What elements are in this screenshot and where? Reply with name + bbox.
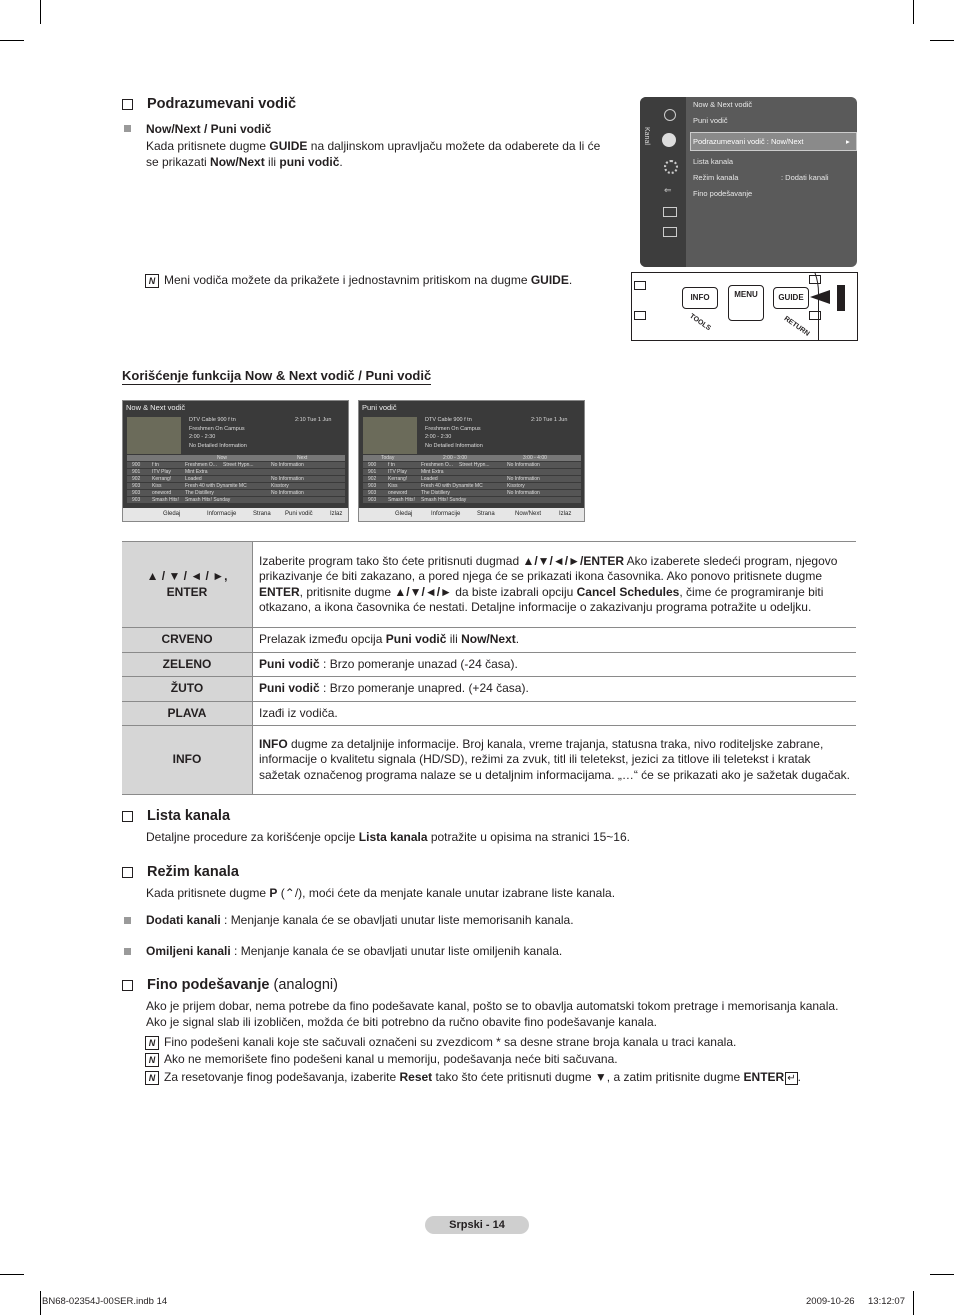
- return-button-label: RETURN: [782, 315, 811, 338]
- table-row[interactable]: 903 oneword The Distillery No Information: [127, 490, 345, 496]
- table-row[interactable]: 900 f tn Freshmen O... Street Hypn... No Information: [127, 462, 345, 468]
- menu-item-rezim-kanala[interactable]: Režim kanala: [693, 173, 739, 182]
- sub-heading: Now/Next / Puni vodič: [146, 122, 272, 136]
- setup-gear-icon: [664, 160, 678, 174]
- time-info: 2:00 - 2:30: [425, 434, 452, 440]
- key-cell: PLAVA: [122, 701, 253, 726]
- footer-time: 13:12:07: [868, 1296, 905, 1307]
- program-thumbnail: [363, 417, 417, 454]
- bar-exit[interactable]: Izlaz: [559, 511, 572, 517]
- crop-mark: [0, 40, 24, 41]
- table-row[interactable]: 903 Kiss Fresh 40 with Dynamite MC Kisstory: [127, 483, 345, 489]
- section4-paragraph: Kada pritisnete dugme P (⌃/), moći ćete da menjate kanale unutar izabrane liste kanala.: [146, 886, 616, 900]
- crop-mark: [40, 0, 41, 24]
- table-row[interactable]: 903 Kiss Fresh 40 with Dynamite MC Kisstory: [363, 483, 581, 489]
- table-row[interactable]: 901 ITV Play Mint Extra: [363, 469, 581, 475]
- table-row: [122, 652, 856, 677]
- bullet-square-icon: [124, 125, 131, 132]
- datetime-info: 2:10 Tue 1 Jun: [531, 417, 568, 423]
- section-heading-rezim: Režim kanala: [122, 864, 239, 880]
- bar-watch[interactable]: Gledaj: [163, 511, 181, 517]
- table-row[interactable]: 902 Kerrang! Loaded No Information: [127, 476, 345, 482]
- time-info: 2:00 - 2:30: [189, 434, 216, 440]
- bar-info[interactable]: Informacije: [207, 511, 237, 517]
- note-guide: Meni vodiča možete da prikažete i jednostavnim pritiskom na dugme GUIDE.: [164, 273, 573, 287]
- table-row: [122, 677, 856, 702]
- full-guide-screen: [358, 400, 585, 522]
- arrow-left-icon: [810, 290, 830, 304]
- screen-title: Now & Next vodič: [126, 403, 186, 412]
- bar-page[interactable]: Strana: [253, 511, 271, 517]
- guide-button-bar: [359, 508, 584, 521]
- chevron-right-icon: ▸: [846, 137, 850, 146]
- bullet-dodati: Dodati kanali : Menjanje kanala će se obavljati unutar liste memorisanih kanala.: [146, 913, 574, 927]
- table-row[interactable]: 903 Smash Hits! Smash Hits! Sunday: [363, 497, 581, 503]
- detail-info: No Detailed Information: [425, 443, 483, 449]
- note-icon: N: [145, 274, 159, 288]
- value-cell: Izaberite program tako što ćete pritisnuti dugmad ▲/▼/◄/►/ENTER Ako izaberete sledeći program, njegovo prikazivanje će biti zakazano, a pored njega će se prikazati ikona časovnika. Ako ponovo pritisnete dugme ENTER, pritisnite dugme ▲/▼/◄/► da biste izabrali opciju Cancel Schedules, čime će programiranje biti otkazano, a ikona časovnika će nestati. Detaljne informacije o zakazivanju programa potražite u odeljku.: [253, 542, 857, 628]
- crop-mark: [40, 1291, 41, 1315]
- ttx-icon: [634, 311, 646, 320]
- value-cell: INFO dugme za detaljnije informacije. Broj kanala, vreme trajanja, statusna traka, nivo roditeljske zabrane, informacije o kvalitetu signala (HD/SD), režimi za zvuk, titl ili teletekst, jezici za titlove ili teletekst i kratak sažetak označenog programa nalaze se u detaljnim informacijama. „…“ će se prikazati ako je sažetak dugačak.: [253, 726, 857, 795]
- channel-info: DTV Cable 900 f tn: [189, 417, 236, 423]
- footer-date: 2009-10-26: [806, 1296, 855, 1307]
- tools-button-label: TOOLS: [688, 312, 712, 333]
- note-icon: N: [145, 1071, 159, 1085]
- note-fine-1: Fino podešeni kanali koje ste sačuvali označeni su zvezdicom * sa desne strane broja kanala u traci kanala.: [164, 1035, 737, 1049]
- crop-mark: [930, 40, 954, 41]
- menu-item-rezim-value: : Dodati kanali: [781, 173, 829, 182]
- remote-control-image: [631, 272, 858, 341]
- bar-page[interactable]: Strana: [477, 511, 495, 517]
- ttx-icon: [634, 281, 646, 290]
- arrow-tail-icon: [837, 285, 845, 311]
- menu-item-podrazumevani[interactable]: Podrazumevani vodič : Now/Next: [693, 137, 804, 146]
- note-fine-2: Ako ne memorišete fino podešeni kanal u memoriju, podešavanja neće biti sačuvana.: [164, 1052, 618, 1066]
- now-next-guide-screen: [122, 400, 349, 522]
- section-heading-lista: Lista kanala: [122, 808, 230, 824]
- ttx-icon: [809, 311, 821, 320]
- table-row: [122, 542, 856, 628]
- channel-icon: [662, 133, 676, 147]
- bullet-square-icon: [124, 917, 131, 924]
- channel-info: DTV Cable 900 f tn: [425, 417, 472, 423]
- note-fine-3: Za resetovanje finog podešavanja, izaberite Reset tako što ćete pritisnuti dugme ▼, a zatim pritisnite dugme ENTER ↵ .: [164, 1070, 801, 1084]
- table-row[interactable]: 902 Kerrang! Loaded No Information: [363, 476, 581, 482]
- section3-paragraph: Detaljne procedure za korišćenje opcije Lista kanala potražite u opisima na stranici 15~16.: [146, 830, 630, 844]
- section-heading-podrazumevani: Podrazumevani vodič: [122, 96, 296, 112]
- section1-paragraph: Kada pritisnete dugme GUIDE na daljinskom upravljaču možete da odaberete da li će se prikazati Now/Next ili puni vodič.: [146, 139, 601, 169]
- table-row[interactable]: 901 ITV Play Mint Extra: [127, 469, 345, 475]
- value-cell: Puni vodič : Brzo pomeranje unazad (-24 časa).: [253, 652, 857, 677]
- bar-now-next[interactable]: Now/Next: [515, 511, 542, 517]
- crop-mark: [930, 1274, 954, 1275]
- checkbox-icon: [122, 99, 133, 110]
- datetime-info: 2:10 Tue 1 Jun: [295, 417, 332, 423]
- value-cell: Puni vodič : Brzo pomeranje unapred. (+24 časa).: [253, 677, 857, 702]
- note-icon: N: [145, 1036, 159, 1050]
- screen-title: Puni vodič: [362, 403, 397, 412]
- enter-icon: ↵: [787, 1073, 796, 1084]
- menu-side-label: Kanal: [643, 127, 650, 145]
- menu-item-now-next[interactable]: Now & Next vodič: [693, 100, 753, 109]
- key-cell: INFO: [122, 726, 253, 795]
- footer-file: BN68-02354J-00SER.indb 14: [42, 1296, 168, 1307]
- chevron-up-icon: ⌃: [284, 886, 295, 900]
- note-icon: N: [145, 1053, 159, 1067]
- menu-item-lista-kanala[interactable]: Lista kanala: [693, 157, 734, 166]
- checkbox-icon: [122, 811, 133, 822]
- table-row: [122, 628, 856, 653]
- guide-button-bar: [123, 508, 348, 521]
- menu-item-fino[interactable]: Fino podešavanje: [693, 189, 753, 198]
- checkbox-icon: [122, 867, 133, 878]
- key-cell: ŽUTO: [122, 677, 253, 702]
- guide-header-row: Now Next: [127, 455, 345, 461]
- value-cell: Izađi iz vodiča.: [253, 701, 857, 726]
- input-icon: ⇐: [664, 185, 672, 195]
- table-row[interactable]: 903 oneword The Distillery No Information: [363, 490, 581, 496]
- bar-full-guide[interactable]: Puni vodič: [285, 511, 313, 517]
- tv-menu-screenshot: [640, 97, 857, 267]
- table-row: [122, 701, 856, 726]
- crop-mark: [0, 1274, 24, 1275]
- guide-keys-table: [122, 541, 856, 795]
- bar-info[interactable]: Informacije: [431, 511, 461, 517]
- menu-button[interactable]: MENU: [728, 285, 764, 321]
- application-icon: [663, 207, 677, 217]
- bar-exit[interactable]: Izlaz: [330, 511, 343, 517]
- bullet-omiljeni: Omiljeni kanali : Menjanje kanala će se obavljati unutar liste omiljenih kanala.: [146, 944, 563, 958]
- checkbox-icon: [122, 980, 133, 991]
- guide-button[interactable]: GUIDE: [773, 287, 809, 309]
- bar-watch[interactable]: Gledaj: [395, 511, 413, 517]
- menu-sidebar: [640, 97, 686, 267]
- key-cell: CRVENO: [122, 628, 253, 653]
- page-number: Srpski - 14: [425, 1216, 529, 1234]
- program-info: Freshmen On Campus: [425, 426, 481, 432]
- picture-icon: [664, 109, 676, 121]
- table-row[interactable]: 900 f tn Freshmen O... Street Hypn... No Information: [363, 462, 581, 468]
- table-row[interactable]: 903 Smash Hits! Smash Hits! Sunday: [127, 497, 345, 503]
- section5-paragraph: Ako je prijem dobar, nema potrebe da fino podešavate kanal, pošto se to obavlja automatski tokom pretrage i memorisanja kanala. Ako je signal slab ili izobličen, možda će biti potrebno da ručno obavite fino podešavanje kanala.: [146, 999, 839, 1029]
- guide-header-row: Today 2:00 - 3:00 3:00 - 4:00: [363, 455, 581, 461]
- value-cell: Prelazak između opcija Puni vodič ili Now/Next.: [253, 628, 857, 653]
- section-heading-koriscenje: Korišćenje funkcija Now & Next vodič / Puni vodič: [122, 368, 432, 383]
- program-thumbnail: [127, 417, 181, 454]
- crop-mark: [913, 0, 914, 24]
- bullet-square-icon: [124, 948, 131, 955]
- section-heading-fino: Fino podešavanje (analogni): [122, 977, 338, 993]
- crop-mark: [913, 1291, 914, 1315]
- detail-info: No Detailed Information: [189, 443, 247, 449]
- support-icon: [663, 227, 677, 237]
- key-cell: ▲ / ▼ / ◄ / ►, ENTER: [122, 542, 253, 628]
- info-button[interactable]: INFO: [682, 287, 718, 309]
- key-cell: ZELENO: [122, 652, 253, 677]
- menu-item-puni-vodic[interactable]: Puni vodič: [693, 116, 728, 125]
- program-info: Freshmen On Campus: [189, 426, 245, 432]
- table-row: [122, 726, 856, 795]
- ttx-icon: [809, 275, 821, 284]
